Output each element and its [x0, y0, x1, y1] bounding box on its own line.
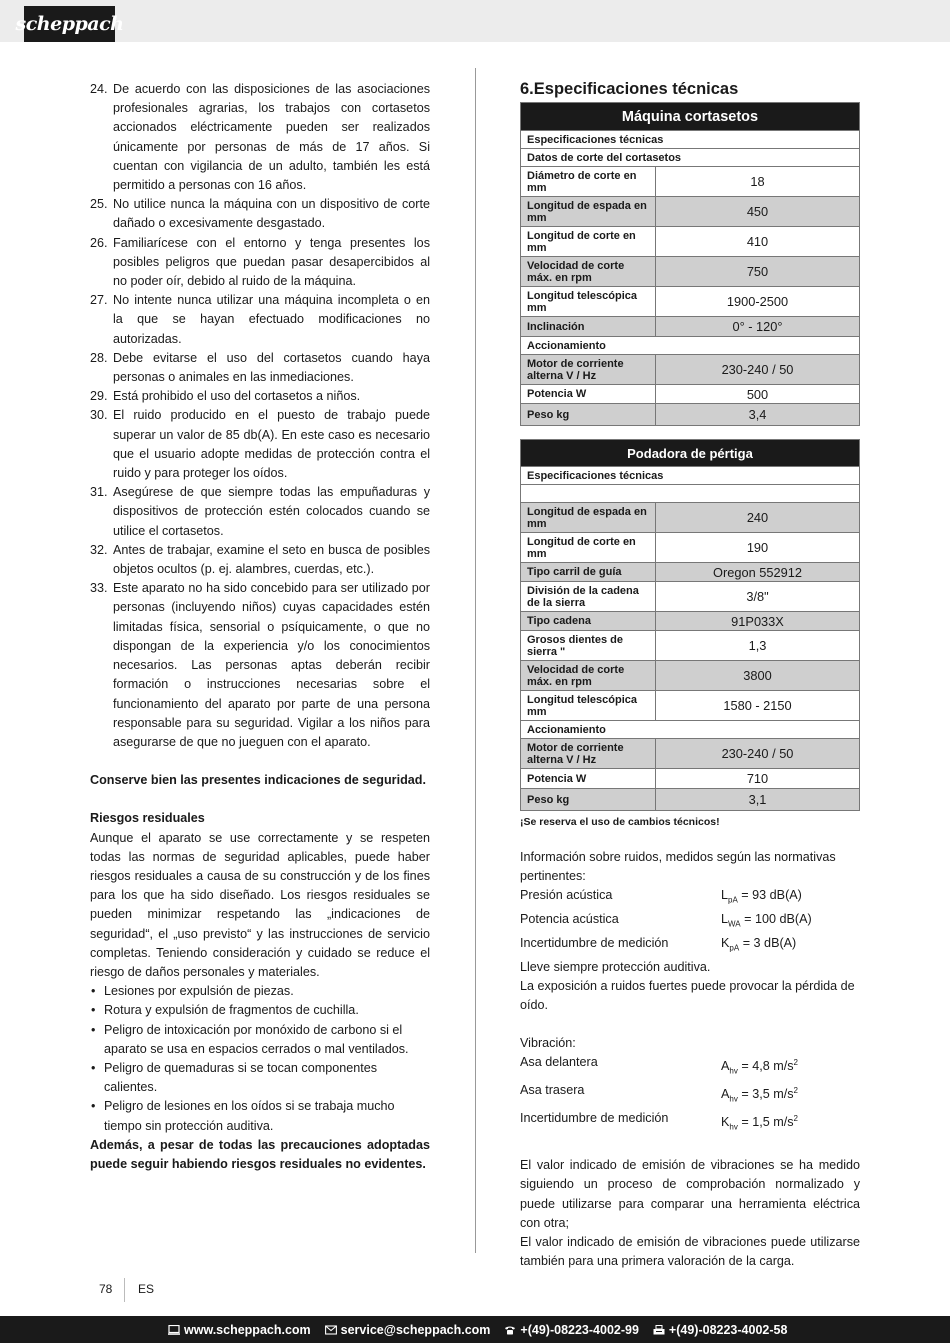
table-row [521, 769, 860, 789]
noise-row [520, 886, 860, 910]
table-row [521, 533, 860, 563]
vibration-heading: Vibración: [520, 1036, 576, 1051]
item-text: El ruido producido en el puesto de trabajo puede superar un valor de 85 db(A). En este caso es necesario que el usuario adopte medidas de protección contra el ruido y para proteger los oídos. [113, 408, 430, 481]
vibration-text: El valor indicado de emisión de vibraciones se ha medido siguiendo un proceso de comprobación normalizado y puede utilizarse para comparar una herramienta eléctrica con otra; [520, 1158, 860, 1230]
table-row [521, 257, 860, 287]
spec-label: Velocidad de corte máx. en rpm [521, 257, 656, 287]
table-subheader: Especificaciones técnicas [521, 131, 860, 149]
spec-value: 190 [656, 533, 860, 563]
spec-label: Motor de corriente alterna V / Hz [521, 739, 656, 769]
noise-info [520, 848, 860, 1271]
table-title: Máquina cortasetos [521, 103, 860, 131]
spec-value: 230-240 / 50 [656, 355, 860, 385]
spec-label: Grosos dientes de sierra " [521, 631, 656, 661]
vibration-subscript: hv [729, 1094, 738, 1104]
vibration-value: = 1,5 m/s [737, 1115, 794, 1130]
spec-value: 710 [656, 769, 860, 789]
residual-risks-list [90, 982, 430, 1136]
table-row [521, 661, 860, 691]
vibration-text: El valor indicado de emisión de vibraciones puede utilizarse también para una primera valoración de la carga. [520, 1234, 860, 1269]
spec-value: 0° - 120° [656, 317, 860, 337]
technical-changes-note: ¡Se reserva el uso de cambios técnicos! [520, 816, 720, 828]
noise-value: = 3 dB(A) [739, 935, 797, 950]
list-item: • Peligro de lesiones en los oídos si se trabaja mucho tiempo sin protección auditiva. [90, 1097, 430, 1135]
list-item [90, 195, 430, 233]
table-row [521, 227, 860, 257]
left-column [90, 80, 430, 1174]
table-row [521, 287, 860, 317]
spec-value: 230-240 / 50 [656, 739, 860, 769]
vibration-exponent: 2 [793, 1114, 798, 1124]
spec-label: División de la cadena de la sierra [521, 582, 656, 612]
vibration-symbol: K [721, 1115, 730, 1130]
empty-row [521, 485, 860, 503]
item-number: 33. [90, 581, 108, 596]
noise-label: Presión acústica [520, 888, 613, 903]
item-number: 29. [90, 389, 108, 404]
spec-label: Peso kg [521, 789, 656, 811]
residual-risks-text: Aunque el aparato se use correctamente y se respeten todas las normas de seguridad aplicables, puede haber riesgos residuales a causa de su construcción y de los fines para los que ha sido diseñado. Los riesgos residuales se pueden minimizar respetando las „indicaciones de seguridad“, el „uso previsto“ y las instrucciones de servicio completas. Teniendo consideración y cuidado se reduce el riesgo de daños personales y materiales. [90, 830, 430, 979]
table-subheader: Datos de corte del cortasetos [521, 149, 860, 167]
table-row [521, 582, 860, 612]
page-number: 78 [99, 1282, 113, 1296]
list-item [90, 406, 430, 483]
spec-label: Tipo carril de guía [521, 563, 656, 582]
bullet-text: Lesiones por expulsión de piezas. [104, 984, 294, 999]
computer-icon [168, 1325, 180, 1335]
spec-value: 500 [656, 385, 860, 404]
spec-value: Oregon 552912 [656, 563, 860, 582]
vibration-label: Incertidumbre de medición [520, 1111, 669, 1126]
section-title: 6.Especificaciones técnicas [520, 80, 739, 98]
list-item: • Peligro de quemaduras si se tocan componentes calientes. [90, 1059, 430, 1097]
spec-value: 450 [656, 197, 860, 227]
spec-label: Longitud de espada en mm [521, 503, 656, 533]
vibration-subscript: hv [729, 1067, 738, 1077]
table-row [521, 317, 860, 337]
vibration-subscript: hv [729, 1122, 738, 1132]
list-item [90, 234, 430, 292]
item-text: Este aparato no ha sido concebido para ser utilizado por personas (incluyendo niños) cuyas capacidades estén limitadas física, sensorial o psíquicamente, o que no dispongan de la experiencia y/o los conocimientos necesarios. Las personas aptas deberán recibir formación o instrucciones necesarias sobre el funcionamiento del aparato por parte de una persona responsable para su seguridad. Vigilar a los niños para asegurarse de que no jueguen con el aparato. [113, 581, 430, 749]
residual-risks-heading: Riesgos residuales [90, 811, 205, 826]
table-row [521, 789, 860, 811]
vibration-label: Asa delantera [520, 1055, 598, 1070]
spec-label: Longitud telescópica mm [521, 691, 656, 721]
vibration-row [520, 1081, 860, 1109]
spec-value: 1580 - 2150 [656, 691, 860, 721]
table-row [521, 197, 860, 227]
noise-symbol: K [721, 935, 730, 950]
spec-label: Potencia W [521, 385, 656, 404]
spec-value: 240 [656, 503, 860, 533]
closing-note: Además, a pesar de todas las precauciones adoptadas puede seguir habiendo riesgos residuales no evidentes. [90, 1137, 430, 1171]
noise-subscript: pA [729, 943, 740, 953]
item-number: 28. [90, 350, 108, 365]
item-number: 24. [90, 82, 108, 96]
list-item [90, 579, 430, 752]
spec-label: Peso kg [521, 404, 656, 426]
item-text: Asegúrese de que siempre todas las empuñaduras y dispositivos de protección estén colocados cuando se utilice el cortasetos. [113, 485, 430, 538]
page-language: ES [138, 1282, 155, 1296]
list-item [90, 80, 430, 195]
vibration-value: = 4,8 m/s [737, 1059, 794, 1074]
footer-web[interactable] [168, 1323, 311, 1337]
vibration-row [520, 1109, 860, 1137]
spec-label: Diámetro de corte en mm [521, 167, 656, 197]
item-number: 27. [90, 293, 108, 308]
spec-label: Longitud de espada en mm [521, 197, 656, 227]
hedge-trimmer-spec-table [520, 102, 860, 426]
spec-value: 3/8" [656, 582, 860, 612]
item-number: 31. [90, 485, 108, 500]
table-title: Podadora de pértiga [521, 440, 860, 467]
item-number: 30. [90, 408, 108, 423]
table-row [521, 355, 860, 385]
noise-subscript: WA [728, 919, 741, 929]
noise-value: = 93 dB(A) [737, 888, 802, 903]
footer-email[interactable] [325, 1323, 491, 1337]
vibration-value: = 3,5 m/s [737, 1087, 794, 1102]
footer-email-text[interactable]: service@scheppach.com [340, 1322, 491, 1337]
mail-icon [325, 1325, 337, 1335]
spec-value: 91P033X [656, 612, 860, 631]
footer-bar [0, 1316, 950, 1343]
column-divider [475, 68, 476, 1253]
item-text: Familiarícese con el entorno y tenga presentes los posibles peligros que puedan pasar desapercibidos al no poder oír, debido al ruido de la máquina. [113, 235, 430, 289]
table-row [521, 563, 860, 582]
item-text: Debe evitarse el uso del cortasetos cuando haya personas o animales en las inmediaciones. [113, 350, 430, 385]
item-number: 25. [90, 197, 108, 212]
item-number: 26. [90, 235, 108, 250]
bullet-text: Peligro de intoxicación por monóxido de carbono si el aparato se usa en espacios cerrados o mal ventilados. [104, 1022, 409, 1056]
item-number: 32. [90, 542, 108, 557]
item-text: No intente nunca utilizar una máquina incompleta o en la que se hayan efectuado modificaciones no autorizadas. [113, 293, 430, 346]
noise-row [520, 910, 860, 934]
list-item [90, 483, 430, 541]
page-number-divider [124, 1278, 125, 1302]
spec-label: Potencia W [521, 769, 656, 789]
spec-value: 18 [656, 167, 860, 197]
vibration-label: Asa trasera [520, 1083, 585, 1098]
list-item: • Rotura y expulsión de fragmentos de cuchilla. [90, 1001, 430, 1020]
item-text: No utilice nunca la máquina con un dispositivo de corte dañado o excesivamente desgastado. [113, 197, 430, 231]
spec-label: Tipo cadena [521, 612, 656, 631]
table-row [521, 385, 860, 404]
table-row [521, 631, 860, 661]
keep-instructions-note: Conserve bien las presentes indicaciones de seguridad. [90, 773, 426, 788]
table-row [521, 739, 860, 769]
vibration-exponent: 2 [793, 1058, 798, 1068]
footer-fax[interactable] [653, 1323, 788, 1337]
footer-web-text[interactable]: www.scheppach.com [184, 1322, 311, 1337]
spec-value: 3,4 [656, 404, 860, 426]
table-row [521, 691, 860, 721]
list-item: • Peligro de intoxicación por monóxido de carbono si el aparato se usa en espacios cerrados o mal ventilados. [90, 1021, 430, 1059]
item-text: Antes de trabajar, examine el seto en busca de posibles objetos ocultos (p. ej. alambres, cuerdas, etc.). [113, 542, 430, 577]
noise-value: = 100 dB(A) [740, 912, 812, 927]
bullet-text: Peligro de quemaduras si se tocan componentes calientes. [104, 1060, 378, 1095]
noise-label: Incertidumbre de medición [520, 935, 669, 950]
footer-fax-text[interactable]: +(49)-08223-4002-58 [668, 1322, 788, 1337]
noise-symbol: L [721, 888, 729, 903]
phone-icon [504, 1325, 516, 1335]
footer-phone[interactable] [504, 1323, 639, 1337]
table-row [521, 612, 860, 631]
spec-label: Motor de corriente alterna V / Hz [521, 355, 656, 385]
spec-label: Velocidad de corte máx. en rpm [521, 661, 656, 691]
noise-intro: Información sobre ruidos, medidos según las normativas pertinentes: [520, 850, 836, 884]
spec-label: Longitud de corte en mm [521, 533, 656, 563]
fax-icon [653, 1325, 665, 1335]
spec-value: 1,3 [656, 631, 860, 661]
item-text: Está prohibido el uso del cortasetos a niños. [113, 389, 361, 404]
bullet-text: Rotura y expulsión de fragmentos de cuchilla. [104, 1003, 359, 1018]
brand-logo: scheppach [24, 6, 115, 42]
hearing-loss-note: La exposición a ruidos fuertes puede provocar la pérdida de oído. [520, 978, 855, 1012]
pole-saw-spec-table [520, 439, 860, 811]
spec-value: 1900-2500 [656, 287, 860, 317]
spec-label: Inclinación [521, 317, 656, 337]
noise-row [520, 934, 860, 958]
table-subheader: Especificaciones técnicas [521, 467, 860, 485]
spec-value: 3800 [656, 661, 860, 691]
spec-value: 410 [656, 227, 860, 257]
top-bar [0, 0, 950, 42]
list-item [90, 541, 430, 579]
right-column [520, 78, 860, 1271]
spec-label: Longitud telescópica mm [521, 287, 656, 317]
vibration-symbol: A [721, 1059, 730, 1074]
table-row [521, 404, 860, 426]
spec-value: 750 [656, 257, 860, 287]
vibration-exponent: 2 [793, 1086, 798, 1096]
noise-label: Potencia acústica [520, 912, 619, 927]
safety-list [90, 80, 430, 752]
list-item: • Lesiones por expulsión de piezas. [90, 982, 430, 1001]
spec-label: Longitud de corte en mm [521, 227, 656, 257]
vibration-symbol: A [721, 1087, 730, 1102]
noise-subscript: pA [728, 895, 738, 905]
bullet-text: Peligro de lesiones en los oídos si se trabaja mucho tiempo sin protección auditiva. [104, 1099, 395, 1133]
table-row [521, 503, 860, 533]
item-text: De acuerdo con las disposiciones de las asociaciones profesionales agrarias, los trabajos con cortasetos accionados eléctricamente pueden ser realizados únicamente por personas de más de 17 años. Si cuentan con vigilancia de un adulto, también les está permitido a personas con 16 años. [113, 82, 430, 193]
vibration-row [520, 1053, 860, 1081]
noise-symbol: L [721, 912, 729, 927]
list-item [90, 349, 430, 387]
hearing-protection-note: Lleve siempre protección auditiva. [520, 959, 711, 974]
spec-value: 3,1 [656, 789, 860, 811]
footer-phone-text[interactable]: +(49)-08223-4002-99 [520, 1322, 639, 1337]
table-row [521, 167, 860, 197]
table-subheader: Accionamiento [521, 337, 860, 355]
list-item [90, 387, 430, 406]
table-subheader: Accionamiento [521, 721, 860, 739]
list-item [90, 291, 430, 349]
